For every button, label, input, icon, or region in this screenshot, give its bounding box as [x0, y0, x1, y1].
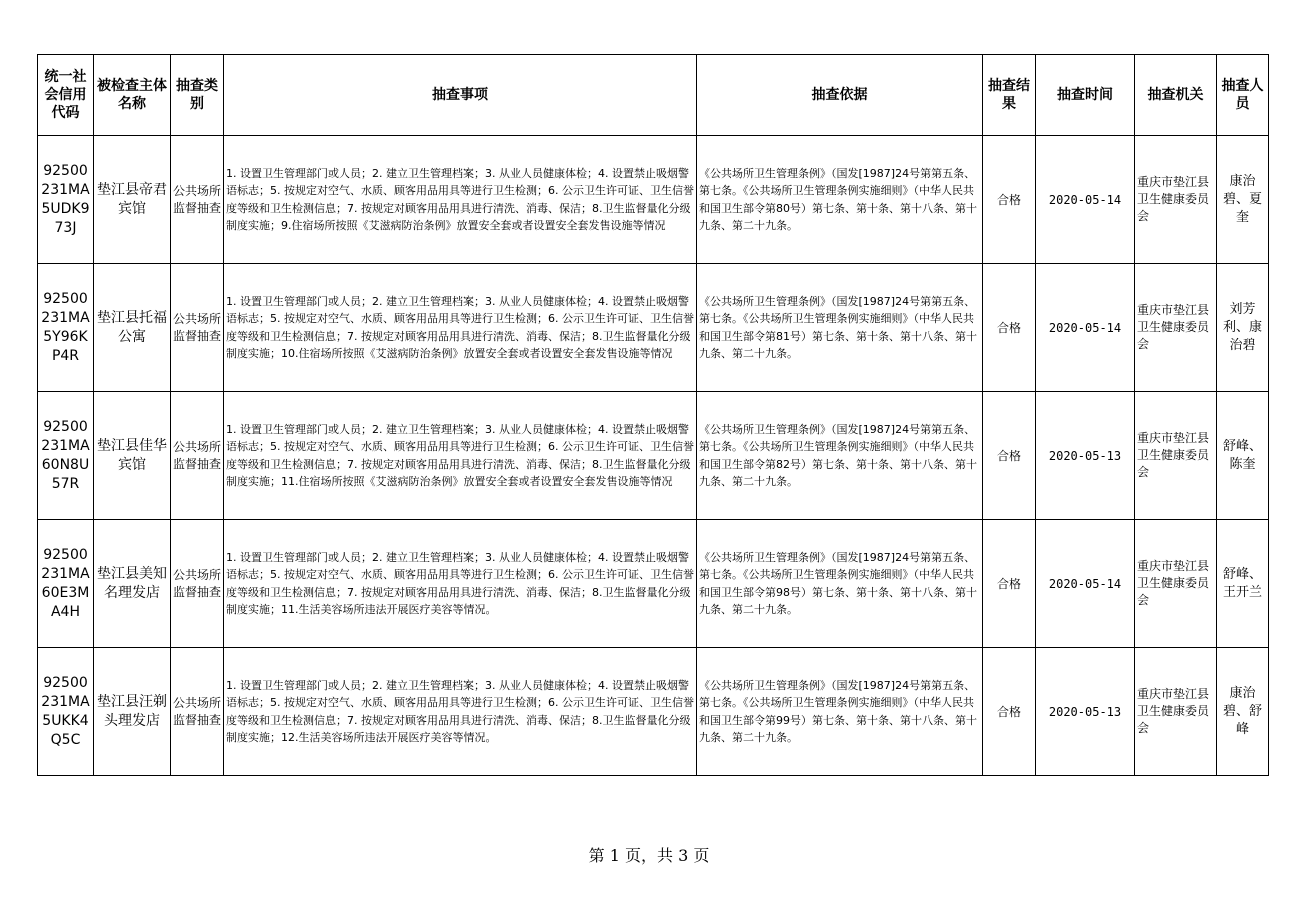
cell-item: 1. 设置卫生管理部门或人员；2. 建立卫生管理档案；3. 从业人员健康体检；4. 设置禁止吸烟警语标志；5. 按规定对空气、水质、顾客用品用具等进行卫生检测；6. 公示卫生许可证、卫生信誉度等级和卫生检测信息；7. 按规定对顾客用品用具进行清洗、消毒、保洁；8.卫生监督量化分级制度实施；10.住宿场所按照《艾滋病防治条例》放置安全套或者设置安全套发售设施等情况: [224, 264, 697, 392]
cell-type: 公共场所监督抽查: [171, 648, 224, 776]
header-org: 抽查机关: [1135, 55, 1217, 136]
cell-org: 重庆市垫江县卫生健康委员会: [1135, 392, 1217, 520]
cell-org: 重庆市垫江县卫生健康委员会: [1135, 264, 1217, 392]
cell-item: 1. 设置卫生管理部门或人员；2. 建立卫生管理档案；3. 从业人员健康体检；4. 设置禁止吸烟警语标志；5. 按规定对空气、水质、顾客用品用具等进行卫生检测；6. 公示卫生许可证、卫生信誉度等级和卫生检测信息；7. 按规定对顾客用品用具进行清洗、消毒、保洁；8.卫生监督量化分级制度实施；9.住宿场所按照《艾滋病防治条例》放置安全套或者设置安全套发售设施等情况: [224, 136, 697, 264]
cell-item: 1. 设置卫生管理部门或人员；2. 建立卫生管理档案；3. 从业人员健康体检；4. 设置禁止吸烟警语标志；5. 按规定对空气、水质、顾客用品用具等进行卫生检测；6. 公示卫生许可证、卫生信誉度等级和卫生检测信息；7. 按规定对顾客用品用具进行清洗、消毒、保洁；8.卫生监督量化分级制度实施；11.生活美容场所违法开展医疗美容等情况。: [224, 520, 697, 648]
header-row: [38, 55, 1269, 136]
cell-result: 合格: [983, 648, 1036, 776]
cell-time: 2020-05-13: [1036, 392, 1135, 520]
cell-item: 1. 设置卫生管理部门或人员；2. 建立卫生管理档案；3. 从业人员健康体检；4. 设置禁止吸烟警语标志；5. 按规定对空气、水质、顾客用品用具等进行卫生检测；6. 公示卫生许可证、卫生信誉度等级和卫生检测信息；7. 按规定对顾客用品用具进行清洗、消毒、保洁；8.卫生监督量化分级制度实施；11.住宿场所按照《艾滋病防治条例》放置安全套或者设置安全套发售设施等情况: [224, 392, 697, 520]
cell-basis: 《公共场所卫生管理条例》（国发[1987]24号第第五条、第七条。《公共场所卫生管理条例实施细则》（中华人民共和国卫生部令第98号）第七条、第十条、第十八条、第十九条、第二十九条。: [697, 520, 983, 648]
cell-result: 合格: [983, 392, 1036, 520]
cell-name: 垫江县佳华宾馆: [94, 392, 171, 520]
cell-code: 92500231MA5UDK973J: [38, 136, 94, 264]
cell-item: 1. 设置卫生管理部门或人员；2. 建立卫生管理档案；3. 从业人员健康体检；4. 设置禁止吸烟警语标志；5. 按规定对空气、水质、顾客用品用具等进行卫生检测；6. 公示卫生许可证、卫生信誉度等级和卫生检测信息；7. 按规定对顾客用品用具进行清洗、消毒、保洁；8.卫生监督量化分级制度实施；12.生活美容场所违法开展医疗美容等情况。: [224, 648, 697, 776]
cell-result: 合格: [983, 264, 1036, 392]
table-row: [38, 392, 1269, 520]
cell-org: 重庆市垫江县卫生健康委员会: [1135, 648, 1217, 776]
header-result: 抽查结果: [983, 55, 1036, 136]
header-time: 抽查时间: [1036, 55, 1135, 136]
cell-org: 重庆市垫江县卫生健康委员会: [1135, 136, 1217, 264]
header-basis: 抽查依据: [697, 55, 983, 136]
cell-code: 92500231MA5UKK4Q5C: [38, 648, 94, 776]
header-code: 统一社会信用代码: [38, 55, 94, 136]
header-type: 抽查类别: [171, 55, 224, 136]
cell-person: 康治碧、舒峰: [1217, 648, 1269, 776]
cell-basis: 《公共场所卫生管理条例》（国发[1987]24号第第五条、第七条。《公共场所卫生管理条例实施细则》（中华人民共和国卫生部令第82号）第七条、第十条、第十八条、第十九条、第二十九条。: [697, 392, 983, 520]
table-row: [38, 520, 1269, 648]
cell-person: 刘芳利、康治碧: [1217, 264, 1269, 392]
cell-basis: 《公共场所卫生管理条例》（国发[1987]24号第第五条、第七条。《公共场所卫生管理条例实施细则》（中华人民共和国卫生部令第81号）第七条、第十条、第十八条、第十九条、第二十九条。: [697, 264, 983, 392]
cell-code: 92500231MA60N8U57R: [38, 392, 94, 520]
cell-time: 2020-05-13: [1036, 648, 1135, 776]
page-number: 第 1 页，共 3 页: [588, 846, 710, 865]
cell-org: 重庆市垫江县卫生健康委员会: [1135, 520, 1217, 648]
cell-basis: 《公共场所卫生管理条例》（国发[1987]24号第第五条、第七条。《公共场所卫生管理条例实施细则》（中华人民共和国卫生部令第80号）第七条、第十条、第十八条、第十九条、第二十九条。: [697, 136, 983, 264]
header-person: 抽查人员: [1217, 55, 1269, 136]
cell-time: 2020-05-14: [1036, 136, 1135, 264]
cell-time: 2020-05-14: [1036, 264, 1135, 392]
cell-type: 公共场所监督抽查: [171, 392, 224, 520]
table-row: [38, 648, 1269, 776]
header-item: 抽查事项: [224, 55, 697, 136]
cell-type: 公共场所监督抽查: [171, 520, 224, 648]
cell-code: 92500231MA5Y96KP4R: [38, 264, 94, 392]
cell-name: 垫江县帝君宾馆: [94, 136, 171, 264]
table-row: [38, 264, 1269, 392]
cell-time: 2020-05-14: [1036, 520, 1135, 648]
cell-type: 公共场所监督抽查: [171, 136, 224, 264]
cell-person: 舒峰、陈奎: [1217, 392, 1269, 520]
table-row: [38, 136, 1269, 264]
cell-basis: 《公共场所卫生管理条例》（国发[1987]24号第第五条、第七条。《公共场所卫生管理条例实施细则》（中华人民共和国卫生部令第99号）第七条、第十条、第十八条、第十九条、第二十九条。: [697, 648, 983, 776]
header-name: 被检查主体名称: [94, 55, 171, 136]
cell-person: 舒峰、王开兰: [1217, 520, 1269, 648]
cell-name: 垫江县汪剃头理发店: [94, 648, 171, 776]
cell-result: 合格: [983, 520, 1036, 648]
inspection-table: [37, 54, 1269, 776]
cell-person: 康治碧、夏奎: [1217, 136, 1269, 264]
cell-name: 垫江县美知名理发店: [94, 520, 171, 648]
cell-result: 合格: [983, 136, 1036, 264]
cell-type: 公共场所监督抽查: [171, 264, 224, 392]
cell-name: 垫江县托福公寓: [94, 264, 171, 392]
cell-code: 92500231MA60E3MA4H: [38, 520, 94, 648]
